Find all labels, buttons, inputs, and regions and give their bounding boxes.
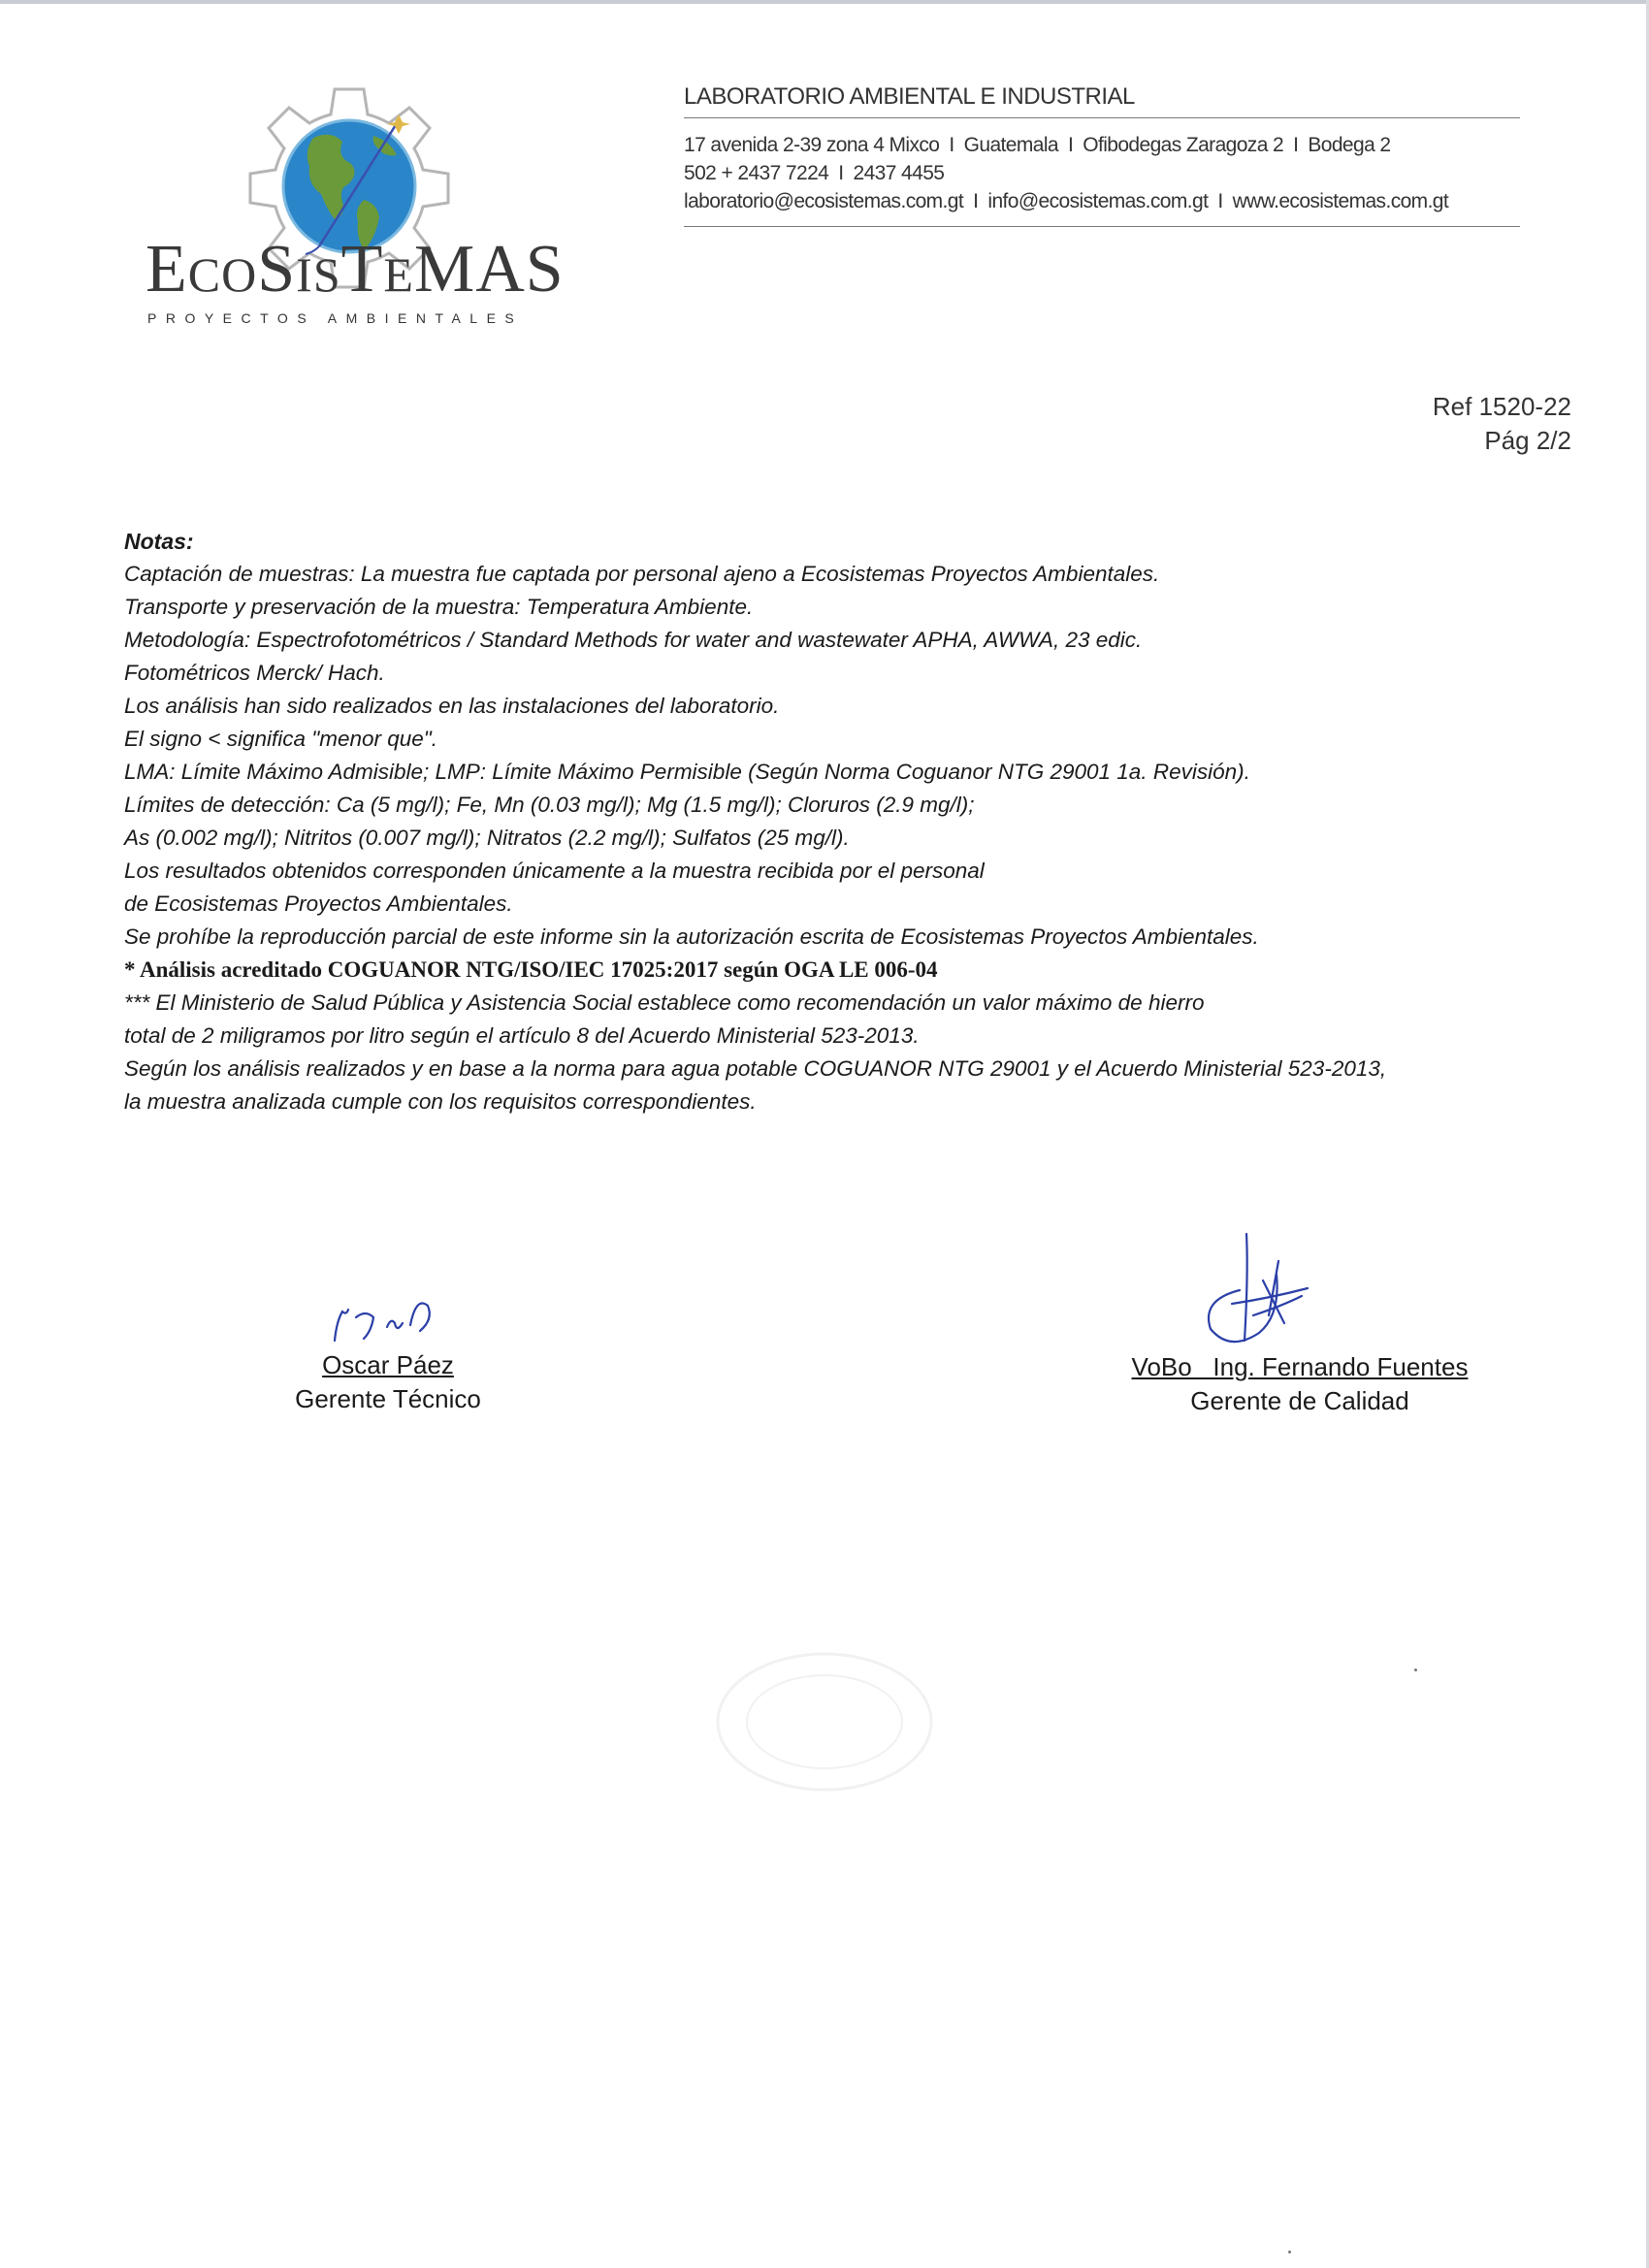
address-street: 17 avenida 2-39 zona 4 Mixco (684, 134, 940, 156)
header-divider (684, 226, 1520, 227)
address-complex: Ofibodegas Zaragoza 2 (1083, 134, 1284, 156)
header-divider (684, 117, 1520, 118)
note-line: Captación de muestras: La muestra fue captada por personal ajeno a Ecosistemas Proyectos Ambientales. (124, 562, 1160, 586)
note-line: El signo < significa "menor que". (124, 727, 438, 751)
lab-title: LABORATORIO AMBIENTAL E INDUSTRIAL (684, 83, 1135, 110)
separator: I (1217, 190, 1223, 212)
address-line (684, 134, 1390, 157)
separator: I (1293, 134, 1299, 156)
signatory-role: Gerente Técnico (295, 1384, 481, 1413)
note-line: As (0.002 mg/l); Nitritos (0.007 mg/l); Nitratos (2.2 mg/l); Sulfatos (25 mg/l). (124, 826, 850, 850)
email-info[interactable]: info@ecosistemas.com.gt (987, 190, 1209, 212)
website-link[interactable]: www.ecosistemas.com.gt (1232, 190, 1449, 212)
separator: I (1067, 134, 1074, 156)
handwritten-signature (1193, 1232, 1348, 1352)
page-number: Pág 2/2 (1484, 426, 1571, 455)
signatory-name: Oscar Páez (322, 1350, 454, 1379)
notes-section (124, 526, 1579, 1118)
note-line: total de 2 miligramos por litro según el artículo 8 del Acuerdo Ministerial 523-2013. (124, 1023, 920, 1048)
note-line: Se prohíbe la reproducción parcial de este informe sin la autorización escrita de Ecosistemas Proyectos Ambientales. (124, 924, 1259, 949)
handwritten-signature (315, 1290, 461, 1348)
address-unit: Bodega 2 (1308, 134, 1391, 156)
web-line (684, 190, 1448, 213)
phone-primary: 502 + 2437 7224 (684, 162, 829, 184)
brand-tagline: PROYECTOS AMBIENTALES (147, 310, 524, 326)
company-logo (136, 78, 565, 340)
scan-edge (0, 0, 1649, 4)
embossed-seal (698, 1639, 951, 1804)
note-line: LMA: Límite Máximo Admisible; LMP: Límite Máximo Permisible (Según Norma Coguanor NTG 29001 1a. Revisión). (124, 760, 1250, 784)
note-line: Transporte y preservación de la muestra: Temperatura Ambiente. (124, 595, 754, 619)
signatory-name: VoBo Ing. Fernando Fuentes (1131, 1352, 1469, 1381)
note-line: Según los análisis realizados y en base a la norma para agua potable COGUANOR NTG 29001 y el Acuerdo Ministerial 523-2013, (124, 1056, 1387, 1081)
note-line: Fotométricos Merck/ Hach. (124, 661, 385, 685)
phone-line (684, 162, 944, 185)
scan-speck (1288, 2251, 1291, 2253)
note-line: Metodología: Espectrofotométricos / Standard Methods for water and wastewater APHA, AWWA, 23 edic. (124, 628, 1143, 652)
reference-number: Ref 1520-22 (1432, 392, 1571, 421)
note-line: Límites de detección: Ca (5 mg/l); Fe, Mn (0.03 mg/l); Mg (1.5 mg/l); Cloruros (2.9 mg/l); (124, 793, 975, 817)
scan-speck (1414, 1669, 1417, 1671)
note-line: la muestra analizada cumple con los requisitos correspondientes. (124, 1089, 757, 1114)
note-line: Los análisis han sido realizados en las instalaciones del laboratorio. (124, 694, 780, 718)
separator: I (949, 134, 954, 156)
signatory-role: Gerente de Calidad (1190, 1386, 1409, 1415)
notes-heading: Notas: (124, 529, 194, 554)
note-line: Los resultados obtenidos corresponden únicamente a la muestra recibida por el personal (124, 859, 985, 883)
separator: I (973, 190, 979, 212)
address-city: Guatemala (963, 134, 1058, 156)
signature-block-technical (272, 1290, 504, 1414)
signature-block-quality (1096, 1232, 1504, 1416)
brand-name: ECOSISTEMAS (146, 232, 565, 307)
phone-secondary: 2437 4455 (853, 162, 945, 184)
accreditation-note: * Análisis acreditado COGUANOR NTG/ISO/IEC 17025:2017 según OGA LE 006-04 (124, 957, 938, 982)
note-line: de Ecosistemas Proyectos Ambientales. (124, 891, 513, 916)
separator: I (838, 162, 844, 184)
email-lab[interactable]: laboratorio@ecosistemas.com.gt (684, 190, 964, 212)
note-line: *** El Ministerio de Salud Pública y Asistencia Social establece como recomendación un valor máximo de hierro (124, 990, 1205, 1015)
